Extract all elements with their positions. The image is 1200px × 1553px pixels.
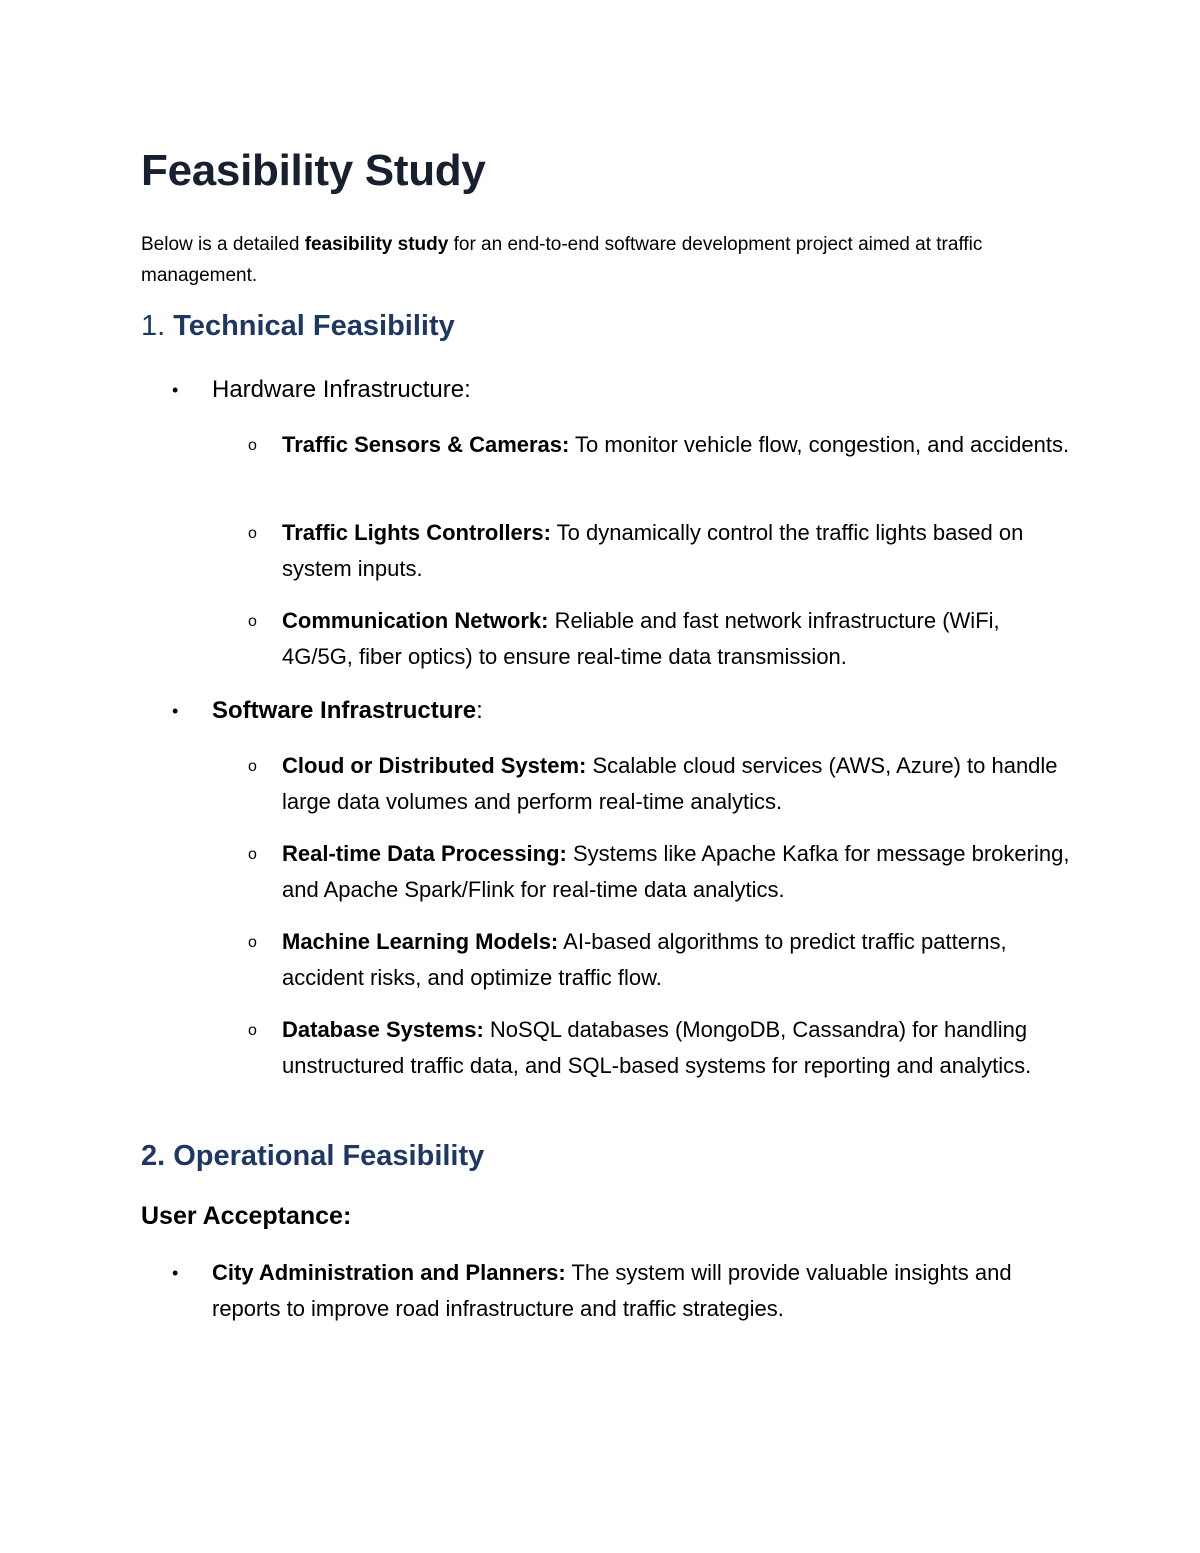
intro-text-after: for an end-to-end software development project aimed at traffic management. [141, 234, 983, 286]
subbullet-icon: o [248, 437, 257, 454]
page-title: Feasibility Study [141, 146, 486, 195]
group-label-software [212, 693, 483, 729]
list-item [282, 427, 1072, 463]
bullet-icon: • [172, 380, 179, 400]
intro-text-before: Below is a detailed [141, 234, 305, 255]
list-item [282, 515, 1072, 587]
section-heading-technical [141, 310, 455, 343]
list-item [282, 924, 1072, 996]
subbullet-icon: o [248, 758, 257, 775]
item-text: To dynamically control the traffic lights based on system inputs. [282, 520, 1024, 581]
item-term: Cloud or Distributed System: [282, 753, 587, 778]
subheading-user-acceptance: User Acceptance: [141, 1202, 352, 1230]
item-text: Reliable and fast network infrastructure (WiFi, 4G/5G, fiber optics) to ensure real-time data transmission. [282, 608, 1000, 669]
group-label-colon: : [476, 697, 483, 724]
subbullet-icon: o [248, 613, 257, 630]
item-term: Database Systems: [282, 1017, 484, 1042]
item-term: Communication Network: [282, 608, 549, 633]
group-label-text: Hardware Infrastructure [212, 376, 465, 403]
item-text: Scalable cloud services (AWS, Azure) to handle large data volumes and perform real-time analytics. [282, 753, 1058, 814]
item-text: To monitor vehicle flow, congestion, and accidents. [569, 432, 1070, 457]
section-number: 1. [141, 310, 166, 342]
item-term: Traffic Sensors & Cameras: [282, 432, 570, 457]
subbullet-icon: o [248, 934, 257, 951]
section-heading-operational [141, 1140, 484, 1173]
item-text: Systems like Apache Kafka for message brokering, and Apache Spark/Flink for real-time data analytics. [282, 841, 1070, 902]
list-item [212, 1255, 1072, 1327]
group-label-text: Software Infrastructure [212, 697, 477, 724]
bullet-icon: • [172, 1263, 179, 1283]
intro-paragraph [141, 229, 1061, 291]
subbullet-icon: o [248, 846, 257, 863]
item-text: AI-based algorithms to predict traffic patterns, accident risks, and optimize traffic flow. [282, 929, 1007, 990]
subbullet-icon: o [248, 1022, 257, 1039]
section-title: Technical Feasibility [173, 310, 455, 342]
item-term: Machine Learning Models: [282, 929, 559, 954]
item-term: Real-time Data Processing: [282, 841, 567, 866]
group-label-hardware [212, 372, 471, 408]
subbullet-icon: o [248, 525, 257, 542]
list-item [282, 1012, 1072, 1084]
item-term: City Administration and Planners: [212, 1260, 566, 1285]
item-text: NoSQL databases (MongoDB, Cassandra) for handling unstructured traffic data, and SQL-based systems for reporting and analytics. [282, 1017, 1032, 1078]
item-term: Traffic Lights Controllers: [282, 520, 551, 545]
bullet-icon: • [172, 701, 179, 721]
section-number: 2. [141, 1140, 166, 1172]
item-text: The system will provide valuable insights and reports to improve road infrastructure and traffic strategies. [212, 1260, 1012, 1321]
list-item [282, 836, 1072, 908]
section-title: Operational Feasibility [173, 1140, 485, 1172]
group-label-colon: : [464, 376, 471, 403]
list-item [282, 603, 1072, 675]
intro-text-bold: feasibility study [304, 234, 449, 255]
list-item [282, 748, 1072, 820]
